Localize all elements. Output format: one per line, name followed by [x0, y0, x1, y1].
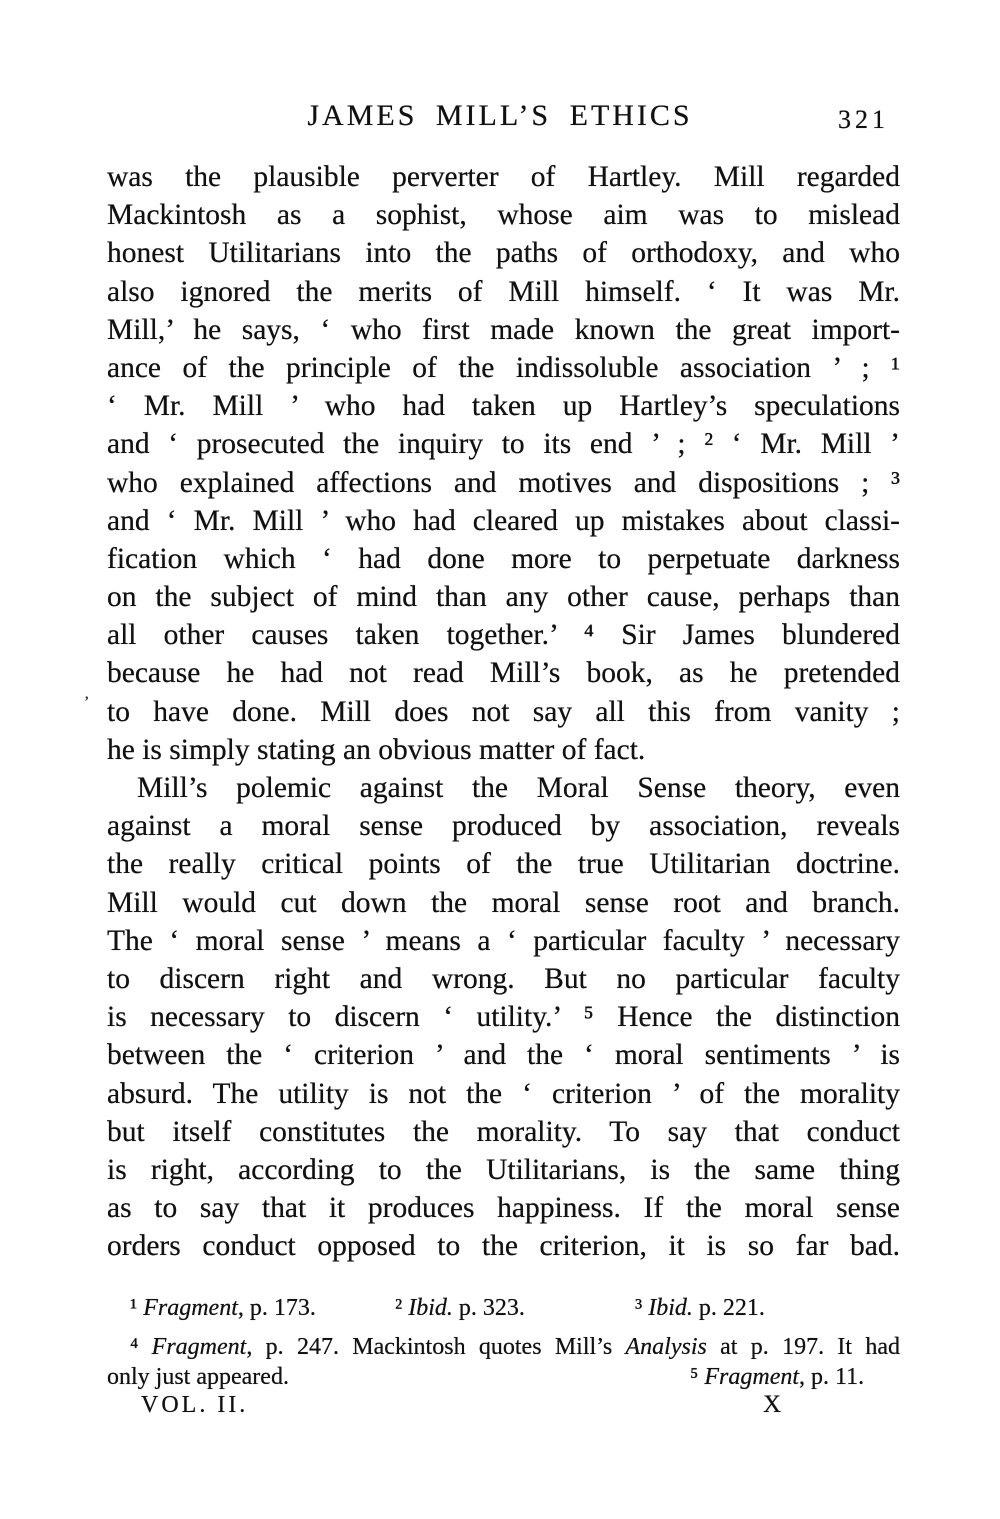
page-number: 321 — [838, 105, 889, 134]
text-line: as to say that it produces happiness. If the moral sense — [107, 1192, 900, 1225]
text-line: the really critical points of the true Utilitarian doctrine. — [107, 848, 900, 881]
running-title: JAMES MILL’S ETHICS — [307, 99, 693, 132]
footnote-item: ³ Ibid. p. 221. — [635, 1295, 765, 1321]
stray-ink-mark: ’ — [84, 694, 90, 711]
body-text — [107, 158, 900, 1265]
text-line: Mill’s polemic against the Moral Sense theory, even — [137, 772, 900, 804]
text-line: against a moral sense produced by association, reveals — [107, 810, 900, 843]
text-line: and ‘ Mr. Mill ’ who had cleared up mistakes about classi- — [107, 504, 900, 537]
text-line: Mill,’ he says, ‘ who first made known the great import- — [107, 313, 900, 346]
text-line: because he had not read Mill’s book, as he pretended — [107, 657, 900, 690]
footnote-item: ² Ibid. p. 323. — [395, 1295, 525, 1321]
text-line: fication which ‘ had done more to perpetuate darkness — [107, 542, 900, 575]
text-line: ance of the principle of the indissoluble association ’ ; ¹ — [107, 351, 900, 384]
signature-mark: X — [763, 1391, 782, 1418]
text-line: between the ‘ criterion ’ and the ‘ moral sentiments ’ is — [107, 1039, 900, 1072]
text-line: he is simply stating an obvious matter of fact. — [107, 733, 646, 766]
text-line: on the subject of mind than any other cause, perhaps than — [107, 581, 900, 614]
text-line: honest Utilitarians into the paths of orthodoxy, and who — [107, 237, 900, 270]
text-line: to have done. Mill does not say all this from vanity ; — [107, 695, 900, 728]
text-line: but itself constitutes the morality. To say that conduct — [107, 1115, 900, 1148]
text-line: The ‘ moral sense ’ means a ‘ particular faculty ’ necessary — [107, 924, 900, 957]
text-line: is necessary to discern ‘ utility.’ ⁵ Hence the distinction — [107, 1001, 900, 1034]
text-line: was the plausible perverter of Hartley. Mill regarded — [107, 161, 900, 193]
footnote-row — [107, 1295, 900, 1329]
volume-label: VOL. II. — [141, 1392, 249, 1418]
footnote-item: ¹ Fragment, p. 173. — [130, 1295, 316, 1321]
text-line: Mill would cut down the moral sense root and branch. — [107, 886, 900, 919]
footnote-line-4: ⁴ Fragment, p. 247. Mackintosh quotes Mill’s Analysis at p. 197. It had — [130, 1334, 900, 1360]
text-line: ‘ Mr. Mill ’ who had taken up Hartley’s speculations — [107, 390, 900, 423]
text-line: also ignored the merits of Mill himself. ‘ It was Mr. — [107, 275, 900, 308]
text-line: and ‘ prosecuted the inquiry to its end ’ ; ² ‘ Mr. Mill ’ — [107, 428, 900, 461]
footnote-item-5: ⁵ Fragment, p. 11. — [690, 1364, 865, 1390]
text-line: Mackintosh as a sophist, whose aim was to mislead — [107, 199, 900, 232]
text-line: is right, according to the Utilitarians, is the same thing — [107, 1153, 900, 1186]
text-line: all other causes taken together.’ ⁴ Sir James blundered — [107, 619, 900, 652]
footnote-continuation-text: only just appeared. — [107, 1364, 289, 1390]
text-line: to discern right and wrong. But no particular faculty — [107, 962, 900, 995]
text-line: who explained affections and motives and dispositions ; ³ — [107, 466, 900, 499]
text-line: orders conduct opposed to the criterion, it is so far bad. — [107, 1230, 900, 1263]
text-line: absurd. The utility is not the ‘ criterion ’ of the morality — [107, 1077, 900, 1110]
